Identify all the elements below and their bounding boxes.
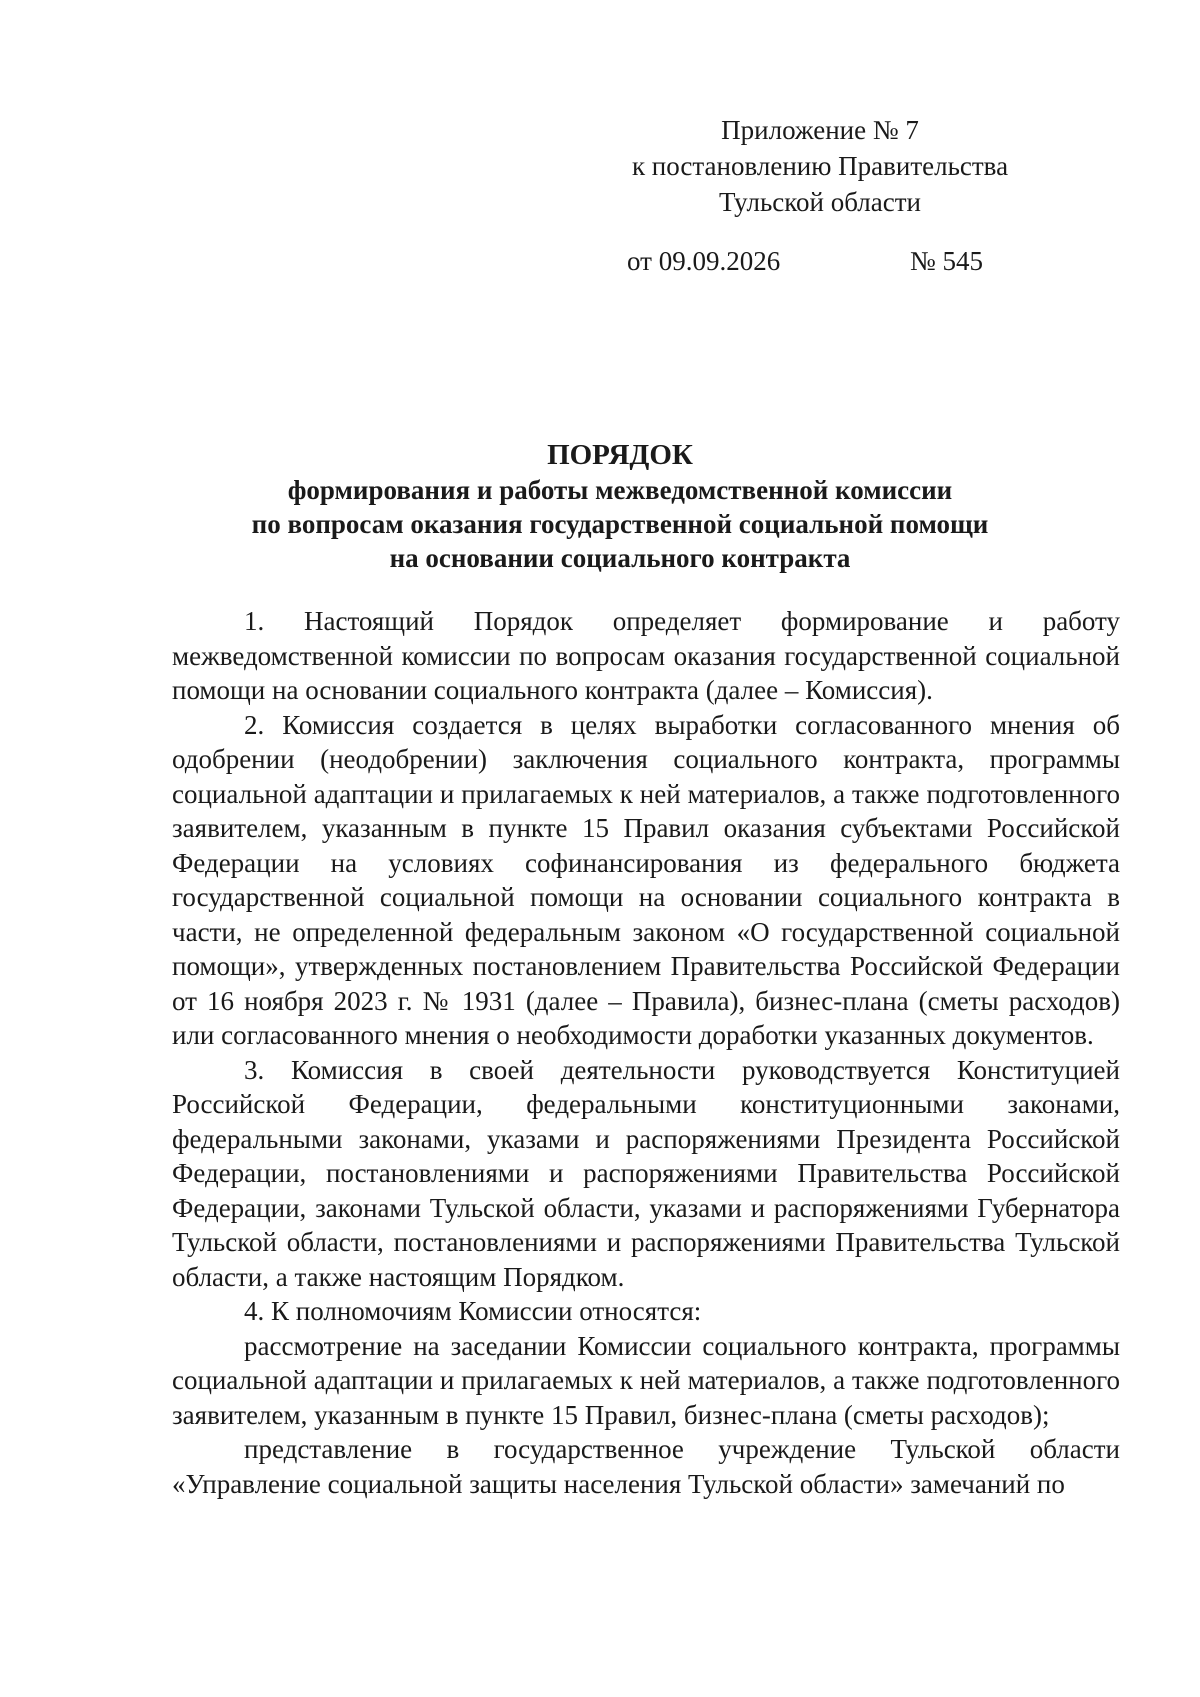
annex-block	[560, 112, 1080, 220]
paragraph-2: 2. Комиссия создается в целях выработки согласованного мнения об одобрении (неодобрении) заключения социального контракта, программы социальной адаптации и прилагаемых к ней материалов, а также подготовленного заявителем, указанным в пункте 15 Правил оказания субъектами Российской Федерации на условиях софинансирования из федерального бюджета государственной социальной помощи на основании социального контракта в части, не определенной федеральным законом «О государственной социальной помощи», утвержденных постановлением Правительства Российской Федерации от 16 ноября 2023 г. № 1931 (далее – Правила), бизнес-плана (сметы расходов) или согласованного мнения о необходимости доработки указанных документов.	[172, 709, 1120, 1050]
paragraph-1: 1. Настоящий Порядок определяет формирование и работу межведомственной комиссии по вопросам оказания государственной социальной помощи на основании социального контракта (далее – Комиссия).	[172, 606, 1120, 705]
decree-date: от 09.09.2026	[627, 246, 781, 276]
paragraph-4-item-1: рассмотрение на заседании Комиссии социального контракта, программы социальной адаптации и прилагаемых к ней материалов, а также подготовленного заявителем, указанным в пункте 15 Правил, бизнес-плана (сметы расходов);	[172, 1330, 1120, 1430]
annex-number: Приложение № 7	[721, 115, 919, 145]
decree-number: № 545	[910, 246, 984, 276]
paragraph-4: 4. К полномочиям Комиссии относятся:	[244, 1296, 702, 1326]
title-line-3: на основании социального контракта	[389, 543, 851, 573]
title-line-1: формирования и работы межведомственной комиссии	[287, 475, 953, 505]
document-body	[172, 604, 1120, 1501]
title-heading: ПОРЯДОК	[547, 439, 693, 471]
annex-decree-ref: к постановлению Правительства	[631, 151, 1009, 181]
paragraph-4-item-2: представление в государственное учреждение Тульской области «Управление социальной защиты населения Тульской области» замечаний по	[172, 1434, 1120, 1499]
paragraph-3: 3. Комиссия в своей деятельности руководствуется Конституцией Российской Федерации, федеральными конституционными законами, федеральными законами, указами и распоряжениями Президента Российской Федерации, постановлениями и распоряжениями Правительства Российской Федерации, законами Тульской области, указами и распоряжениями Губернатора Тульской области, постановлениями и распоряжениями Правительства Тульской области, а также настоящим Порядком.	[172, 1054, 1120, 1292]
document-title	[160, 437, 1080, 575]
annex-region: Тульской области	[719, 187, 921, 217]
title-line-2: по вопросам оказания государственной социальной помощи	[251, 509, 989, 539]
decree-date-row	[627, 243, 1127, 279]
